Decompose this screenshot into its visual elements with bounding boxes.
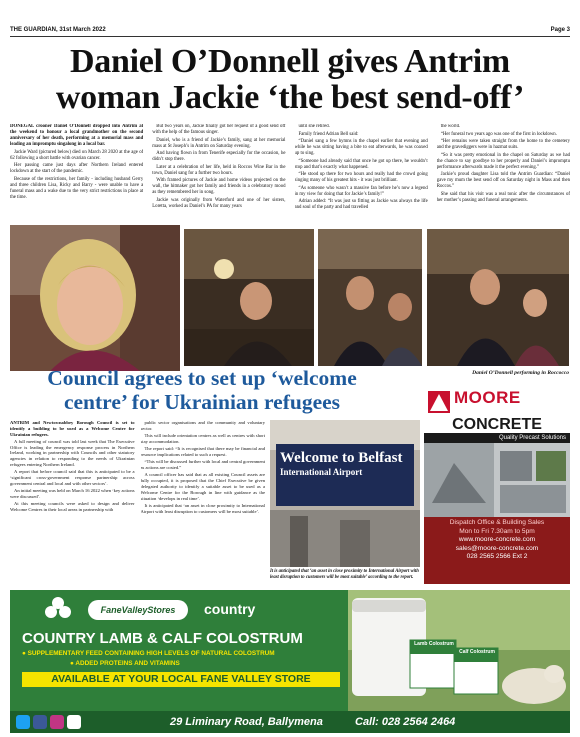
fane-valley-logo: FaneValleyStores [88, 600, 188, 620]
paragraph: And having flown in from Tenerife especially for the occasion, he didn’t stop there. [152, 151, 286, 162]
facebook-icon[interactable] [33, 715, 47, 729]
paragraph: At this meeting councils were asked to design and deliver Welcome Centres in their local areas in partnership with [10, 501, 135, 513]
paragraph: “As someone who wasn’t a massive fan before he’s now a legend in my view for doing that for Jackie’s family!” [294, 185, 428, 197]
paragraph: It is anticipated that ‘an asset in close proximity to International Airport with least disruption to customers will be most suitable’. [140, 502, 265, 514]
paragraph: Adrian added: “It was just so fitting as Jackie was always the life and soul of the party and had travelled [294, 199, 428, 210]
article-2-column [141, 420, 266, 584]
airport-sign-line-1: Welcome to Belfast [280, 450, 403, 466]
paragraph: With framed pictures of Jackie and home videos projected on the wall, the hitmaker got her family and friends in a celebratory mood as they remembered her in song. [152, 178, 286, 195]
lamb-colostrum-label: Lamb Colostrum [414, 641, 454, 647]
paragraph: the world. [440, 124, 461, 129]
fane-address: 29 Liminary Road, Ballymena [170, 716, 323, 728]
article-1-column [152, 124, 285, 222]
jackie-photo [10, 225, 180, 371]
moore-contact [424, 519, 570, 562]
paragraph: Jackie Ward (pictured below) died on March 28 2020 at the age of 62 following a short battle with ovarian cancer. [10, 149, 144, 161]
paragraph: “This will be discussed further with local and central government as actions are costed.” [140, 459, 265, 471]
paragraph: Family friend Adrian Bell said: [298, 131, 359, 137]
page-number: Page 3 [550, 27, 570, 33]
paragraph: “Her funeral two years ago was one of the first in lockdown. [440, 131, 557, 137]
article-1-column [10, 124, 143, 222]
header-rule [10, 36, 570, 37]
paragraph: ANTRIM and Newtownabbey Borough Council is set to identify a building to be used as a Welcome Centre for Ukrainian refugees. [10, 420, 135, 437]
paragraph: A full meeting of council was told last week that The Executive Office is leading the emergency response process in Northern Ireland, working in partnership with Councils and other statutory agencies in relation to responding to the needs of Ukrainian refugees entering Northern Ireland. [10, 438, 135, 468]
page-header [10, 27, 570, 33]
moore-products-image [424, 443, 570, 517]
paragraph: The report said: “It is recognised that there may be financial and resource implications related to such a request. [140, 446, 265, 457]
fane-valley-ad[interactable] [10, 590, 570, 711]
twitter-icon[interactable] [16, 715, 30, 729]
moore-concrete-ad[interactable] [424, 387, 570, 584]
paragraph: until she retired. [298, 124, 330, 129]
performance-photo-2 [318, 229, 422, 366]
moore-logo-icon [428, 391, 450, 413]
paragraph: This will include orientation centres as well as centres with short stay accommodation. [140, 433, 265, 444]
fane-bullet-1: ● SUPPLEMENTARY FEED CONTAINING HIGH LEVELS OF NATURAL COLOSTRUM [22, 650, 275, 657]
paragraph: “Daniel sang a few hymns in the chapel earlier that evening and while he was sitting having a bite to eat afterwards, he was coaxed up to sing. [294, 139, 428, 156]
paragraph: DONEGAL crooner Daniel O’Donnell dropped into Antrim at the weekend to honour a local grandmother on the second anniversary of her death, performing at a memorial mass and leading an impromptu singalong in a local bar. [10, 124, 144, 147]
article-2-body [10, 420, 265, 584]
paragraph: “He stood up there for two hours and really had the crowd going singing many of his greatest hits - it was just brilliant. [294, 172, 428, 183]
calf-colostrum-label: Calf Colostrum [459, 649, 495, 655]
paragraph: A council officer has said that as all existing Council assets are fully occupied, it is proposed that the Chief Executive be given delegated authority to identify a suitable asset to be used as a Welcome Centre for the Borough in line with guidance as the situation ‘develops in real time’. [140, 472, 265, 501]
paragraph: Daniel, who is a friend of Jackie’s family, sang at her memorial mass at St Joseph’s in Antrim on Saturday evening. [152, 137, 286, 149]
paragraph: “Her remains were taken straight from the home to the cemetery and the gravediggers were in hazmat suits. [436, 139, 570, 150]
airport-sign-line-2: International Airport [280, 467, 363, 477]
moore-website[interactable]: www.moore-concrete.com [458, 536, 536, 544]
shamrock-icon [42, 594, 74, 626]
moore-line-2: Mon to Fri 7.30am to 5pm [459, 527, 535, 535]
airport-caption: It is anticipated that ‘an asset in close proximity to International Airport with least disruption to customers will be most suitable’ according to the report. [270, 569, 419, 580]
paragraph: “So it was pretty emotional in the chapel on Saturday as we had the chance to say goodbye to her properly and Daniel’s impromptu performance afterwards made it the perfect evening.” [436, 152, 570, 170]
headline-1 [10, 44, 570, 116]
moore-email[interactable]: sales@moore-concrete.com [455, 544, 539, 552]
performance-photo-1 [184, 229, 314, 366]
paragraph: Her passing came just days after Northern Ireland entered lockdown at the start of the pandemic. [10, 163, 144, 174]
headline-1-line-2: woman Jackie ‘the best send-off’ [55, 79, 525, 116]
paragraph: Jackie’s proud daughter Lisa told the Antrim Guardian: “Daniel gave my mum the best send off on Saturday night in Mass and then Roccos.” [436, 172, 570, 189]
fane-contact-strip [10, 711, 570, 733]
moore-phone: 028 2565 2566 Ext 2 [466, 553, 528, 561]
paragraph: An initial meeting was held on March 16 2022 when ‘key actions were discussed’. [10, 488, 135, 500]
moore-brand: MOORE [454, 388, 521, 407]
fane-phone: Call: 028 2564 2464 [355, 716, 456, 728]
article-1-column [295, 124, 428, 222]
paragraph: Jackie was originally from Waterford and one of her sisters, Loretta, worked as Daniel’s PA for many years [152, 197, 286, 209]
headline-2-line-1: Council agrees to set up ‘welcome [47, 366, 357, 390]
headline-1-line-1: Daniel O’Donnell gives Antrim [70, 43, 510, 80]
performance-photo-3 [427, 229, 569, 366]
country-brand: country [204, 601, 256, 617]
moore-line-1: Dispatch Office & Building Sales [449, 519, 545, 526]
fane-headline: COUNTRY LAMB & CALF COLOSTRUM [22, 630, 303, 647]
article-1-body [10, 124, 570, 222]
headline-2-line-2: centre’ for Ukrainian refugees [63, 390, 341, 414]
airport-sign [280, 450, 410, 478]
moore-tagline: Quality Precast Solutions [424, 433, 570, 443]
airport-photo [270, 420, 420, 567]
headline-2 [10, 366, 394, 414]
paragraph: But two years on, Jackie finally got her request of a good send off with the help of the famous singer. [152, 124, 286, 135]
paragraph: “Someone had already said that once he got up there, he wouldn’t stop and that’s exactly what happened. [294, 158, 428, 170]
concrete-brand: CONCRETE [424, 417, 570, 433]
paragraph: Later at a celebration of her life, held in Roccos Wine Bar in the town, Daniel sang for a further two hours. [152, 164, 286, 176]
paragraph: public sector organisations and the community and voluntary sector. [140, 420, 265, 431]
article-2-column [10, 420, 135, 584]
paragraph: She said that his visit was a real tonic after the circumstances of her mother’s passing and funeral arrangements. [436, 191, 570, 203]
header-date: THE GUARDIAN, 31st March 2022 [10, 27, 106, 33]
fane-available: AVAILABLE AT YOUR LOCAL FANE VALLEY STORE [22, 672, 340, 687]
fane-bullet-2: ● ADDED PROTEINS AND VITAMINS [70, 660, 180, 667]
instagram-icon[interactable] [50, 715, 64, 729]
paragraph: A report that before council said that this is anticipated to be a ‘significant cross-government response partnership across government central and local and with other sectors’. [10, 469, 135, 486]
article-1-column [437, 124, 570, 222]
web-icon[interactable] [67, 715, 81, 729]
performance-caption: Daniel O’Donnell performing in Roccocco [472, 370, 569, 376]
paragraph: Because of the restrictions, her family - including husband Gerry and three children Lisa, Ricky and Barry - were unable to have a funeral mass and a wake due to the very strict restrictions in place at the time. [10, 176, 144, 200]
